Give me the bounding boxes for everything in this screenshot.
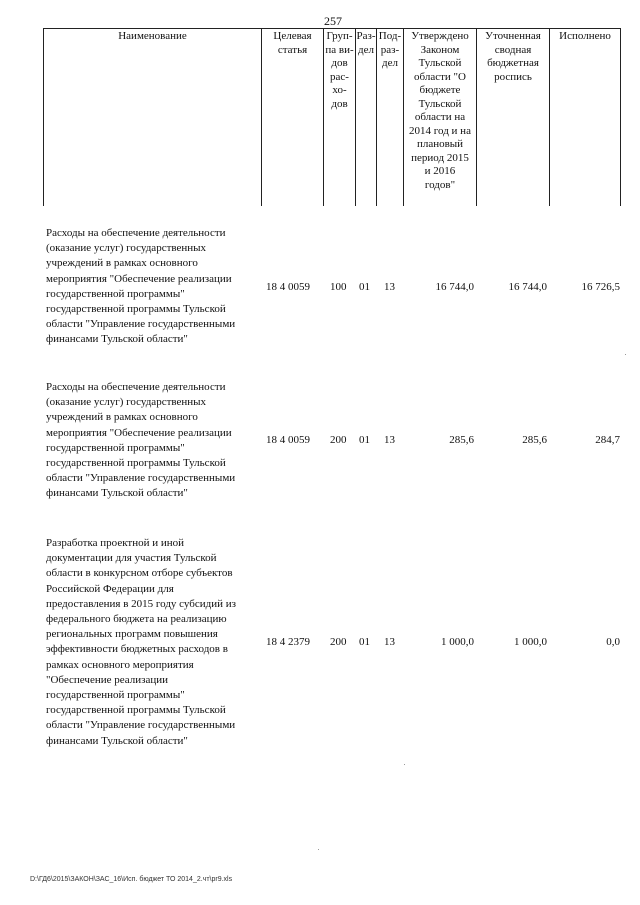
row-group: 200 — [330, 434, 347, 446]
row-refined: 16 744,0 — [508, 281, 547, 293]
row-approved: 1 000,0 — [441, 636, 474, 648]
row-approved: 285,6 — [449, 434, 474, 446]
row-refined: 285,6 — [522, 434, 547, 446]
header-right-border — [620, 28, 621, 206]
row-executed: 16 726,5 — [581, 281, 620, 293]
row-section: 01 — [359, 636, 370, 648]
header-name: Наименование — [118, 30, 187, 42]
header-top-border — [43, 28, 620, 29]
header-subsection: Под- раз- дел — [378, 30, 402, 69]
row-group: 100 — [330, 281, 347, 293]
header-expense-group: Груп- па ви- дов рас- хо- дов — [325, 30, 354, 110]
scan-speck — [318, 849, 319, 850]
header-section: Раз- дел — [356, 30, 376, 56]
row-section: 01 — [359, 434, 370, 446]
header-divider-7 — [549, 28, 550, 206]
scan-speck — [625, 354, 626, 355]
row-group: 200 — [330, 636, 347, 648]
header-executed: Исполнено — [559, 30, 611, 42]
row-executed: 0,0 — [606, 636, 620, 648]
header-approved: Утверждено Законом Тульской области "О бюджете Тульской области на 2014 год и на плановый период 2015 и 2016 годов" — [409, 30, 471, 191]
header-left-border — [43, 28, 44, 206]
row-approved: 16 744,0 — [435, 281, 474, 293]
row-name: Расходы на обеспечение деятельности (оказание услуг) государственных учреждений в рамках основного мероприятия "Обеспечение реализации государственной программы" государственной программы Тульской области "Управление государственными финансами Тульской области" — [46, 381, 236, 500]
row-target-article: 18 4 0059 — [266, 434, 310, 446]
footer-file-path: D:\ГД6\2015\ЗАКОН\ЗАС_16\Исп. бюджет ТО 2014_2.чт\pr9.xls — [30, 876, 233, 883]
header-refined: Уточненная сводная бюджетная роспись — [485, 30, 541, 83]
row-name: Разработка проектной и иной документации для участия Тульской области в конкурсном отборе субъектов Российской Федерации для предоставления в 2015 году субсидий из федерального бюджета на реализацию региональных программ повышения эффективности бюджетных расходов в рамках основного мероприятия "Обеспечение реализации государственной программы" государственной программы Тульской области "Управление государственными финансами Тульской области" — [46, 537, 236, 747]
row-section: 01 — [359, 281, 370, 293]
header-target-article: Целевая статья — [273, 30, 312, 56]
row-executed: 284,7 — [595, 434, 620, 446]
scan-speck — [404, 764, 405, 765]
row-subsection: 13 — [384, 434, 395, 446]
row-target-article: 18 4 0059 — [266, 281, 310, 293]
page-number: 257 — [324, 14, 342, 28]
row-subsection: 13 — [384, 281, 395, 293]
row-name: Расходы на обеспечение деятельности (оказание услуг) государственных учреждений в рамках основного мероприятия "Обеспечение реализации государственной программы" государственной программы Тульской области "Управление государственными финансами Тульской области" — [46, 227, 236, 346]
row-refined: 1 000,0 — [514, 636, 547, 648]
row-subsection: 13 — [384, 636, 395, 648]
row-target-article: 18 4 2379 — [266, 636, 310, 648]
